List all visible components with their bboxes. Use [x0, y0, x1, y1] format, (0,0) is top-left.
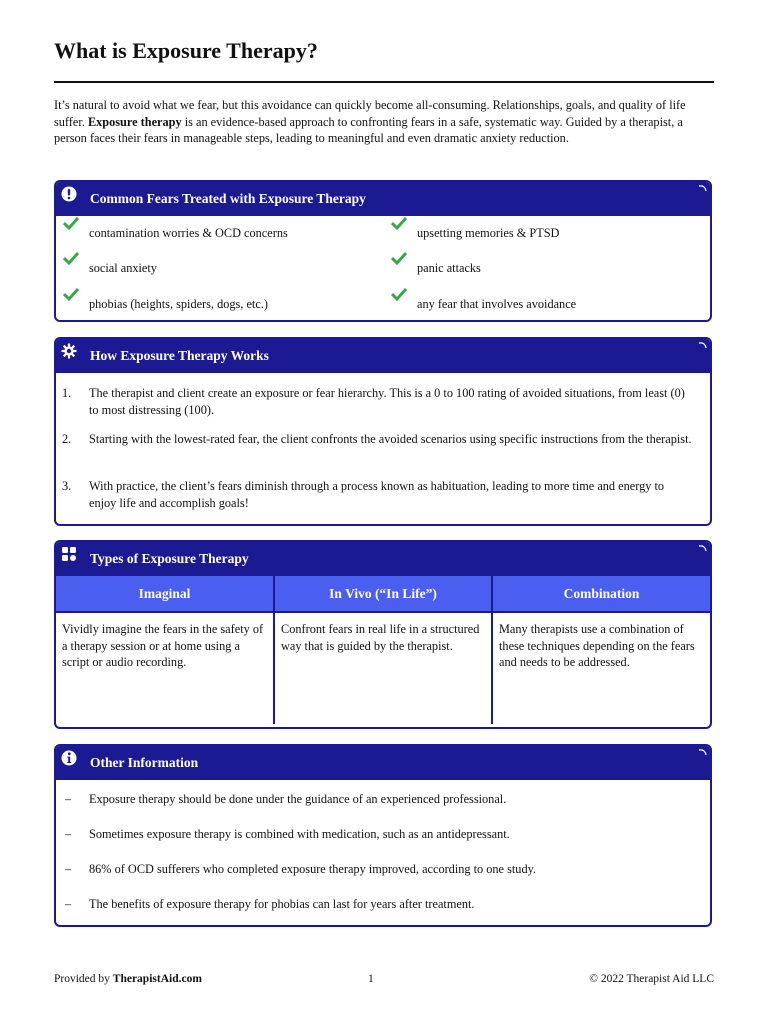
- intro-text-1: It’s natural to avoid what we fear, but this avoidance can quickly become all-consuming. Relationships, goals, and quality of life suffer.: [54, 98, 686, 129]
- check-icon: [391, 251, 407, 265]
- exclamation-icon: [60, 185, 78, 203]
- types-panel-header: [56, 542, 710, 576]
- fear-item: [89, 297, 268, 312]
- types-table: [56, 576, 710, 724]
- cell-combination: Many therapists use a combination of these techniques depending on the fears and needs to be addressed.: [499, 622, 695, 669]
- fear-item: [417, 226, 559, 241]
- grid-icon: [60, 545, 78, 563]
- step-number: 3.: [62, 479, 72, 493]
- fear-item: [89, 261, 157, 276]
- other-info-panel-title: Other Information: [90, 755, 199, 770]
- bullet-dash: –: [65, 792, 72, 806]
- fear-item-label: contamination worries & OCD concerns: [89, 226, 288, 240]
- fear-item: [89, 226, 288, 241]
- info-text: Exposure therapy should be done under the guidance of an experienced professional.: [89, 792, 507, 806]
- other-info-panel-header: [56, 746, 710, 780]
- fears-panel-title: Common Fears Treated with Exposure Therapy: [90, 191, 366, 206]
- bullet-dash: –: [65, 862, 72, 876]
- types-panel-title: Types of Exposure Therapy: [90, 551, 249, 566]
- title-rule: [54, 81, 714, 83]
- info-text: Sometimes exposure therapy is combined with medication, such as an antidepressant.: [89, 827, 510, 841]
- other-info-panel: [54, 744, 712, 927]
- footer-copyright: © 2022 Therapist Aid LLC: [589, 973, 714, 985]
- intro-paragraph: [54, 97, 716, 147]
- info-text: The benefits of exposure therapy for phobias can last for years after treatment.: [89, 897, 475, 911]
- check-icon: [63, 287, 79, 301]
- fear-item-label: phobias (heights, spiders, dogs, etc.): [89, 297, 268, 311]
- fear-item: [417, 261, 481, 276]
- column-header-combination: Combination: [492, 576, 710, 612]
- fear-item-label: panic attacks: [417, 261, 481, 275]
- works-panel-title: How Exposure Therapy Works: [90, 348, 269, 363]
- cell-imaginal: Vividly imagine the fears in the safety of a therapy session or at home using a script or audio recording.: [56, 612, 274, 724]
- check-icon: [63, 251, 79, 265]
- bullet-dash: –: [65, 827, 72, 841]
- works-panel-header: [56, 339, 710, 373]
- check-icon: [63, 216, 79, 230]
- fear-item: [417, 297, 576, 312]
- list-item: [65, 862, 694, 877]
- cell-in-vivo: Confront fears in real life in a structured way that is guided by the therapist.: [274, 612, 492, 724]
- step-item: [62, 478, 694, 511]
- corner-decoration-icon: [698, 544, 708, 552]
- fear-item-label: upsetting memories & PTSD: [417, 226, 560, 240]
- table-row: [56, 612, 710, 724]
- footer-provided-text: Provided by: [54, 973, 113, 985]
- info-text: 86% of OCD sufferers who completed exposure therapy improved, according to one study.: [89, 862, 537, 876]
- fear-item-label: any fear that involves avoidance: [417, 297, 577, 311]
- page-number: 1: [368, 973, 374, 985]
- step-number: 1.: [62, 386, 72, 400]
- intro-bold-term: Exposure therapy: [87, 114, 182, 129]
- step-number: 2.: [62, 432, 72, 446]
- info-icon: [60, 749, 78, 767]
- list-item: [65, 792, 694, 807]
- types-panel: [54, 540, 712, 729]
- intro-text-2: is an evidence-based approach to confronting fears in a safe, systematic way. Guided by a therapist, a person faces their fears in manageable steps, leading to meaningful and even dramatic anxiety reduction.: [54, 114, 683, 145]
- footer-brand-link[interactable]: TherapistAid.com: [112, 973, 202, 985]
- corner-decoration-icon: [698, 184, 708, 192]
- fear-item-label: social anxiety: [89, 261, 157, 275]
- fears-list: [56, 216, 710, 322]
- step-item: [62, 385, 694, 418]
- step-item: [62, 431, 694, 448]
- column-header-in-vivo: In Vivo (“In Life”): [274, 576, 492, 612]
- list-item: [65, 897, 694, 912]
- corner-decoration-icon: [698, 748, 708, 756]
- fears-panel-header: [56, 182, 710, 216]
- step-text: Starting with the lowest-rated fear, the client confronts the avoided scenarios using specific instructions from the therapist.: [89, 432, 692, 446]
- page-title: What is Exposure Therapy?: [54, 38, 318, 63]
- footer-provided-by: [54, 973, 202, 985]
- check-icon: [391, 216, 407, 230]
- fears-panel: [54, 180, 712, 322]
- step-text: The therapist and client create an exposure or fear hierarchy. This is a 0 to 100 rating of avoided situations, from least (0) to most distressing (100).: [89, 386, 685, 417]
- list-item: [65, 827, 694, 842]
- corner-decoration-icon: [698, 341, 708, 349]
- bullet-dash: –: [65, 897, 72, 911]
- step-text: With practice, the client’s fears diminish through a process known as habituation, leading to more time and energy to enjoy life and accomplish goals!: [89, 479, 665, 510]
- column-header-imaginal: Imaginal: [56, 576, 274, 612]
- works-panel: [54, 337, 712, 526]
- check-icon: [391, 287, 407, 301]
- gear-icon: [60, 342, 78, 360]
